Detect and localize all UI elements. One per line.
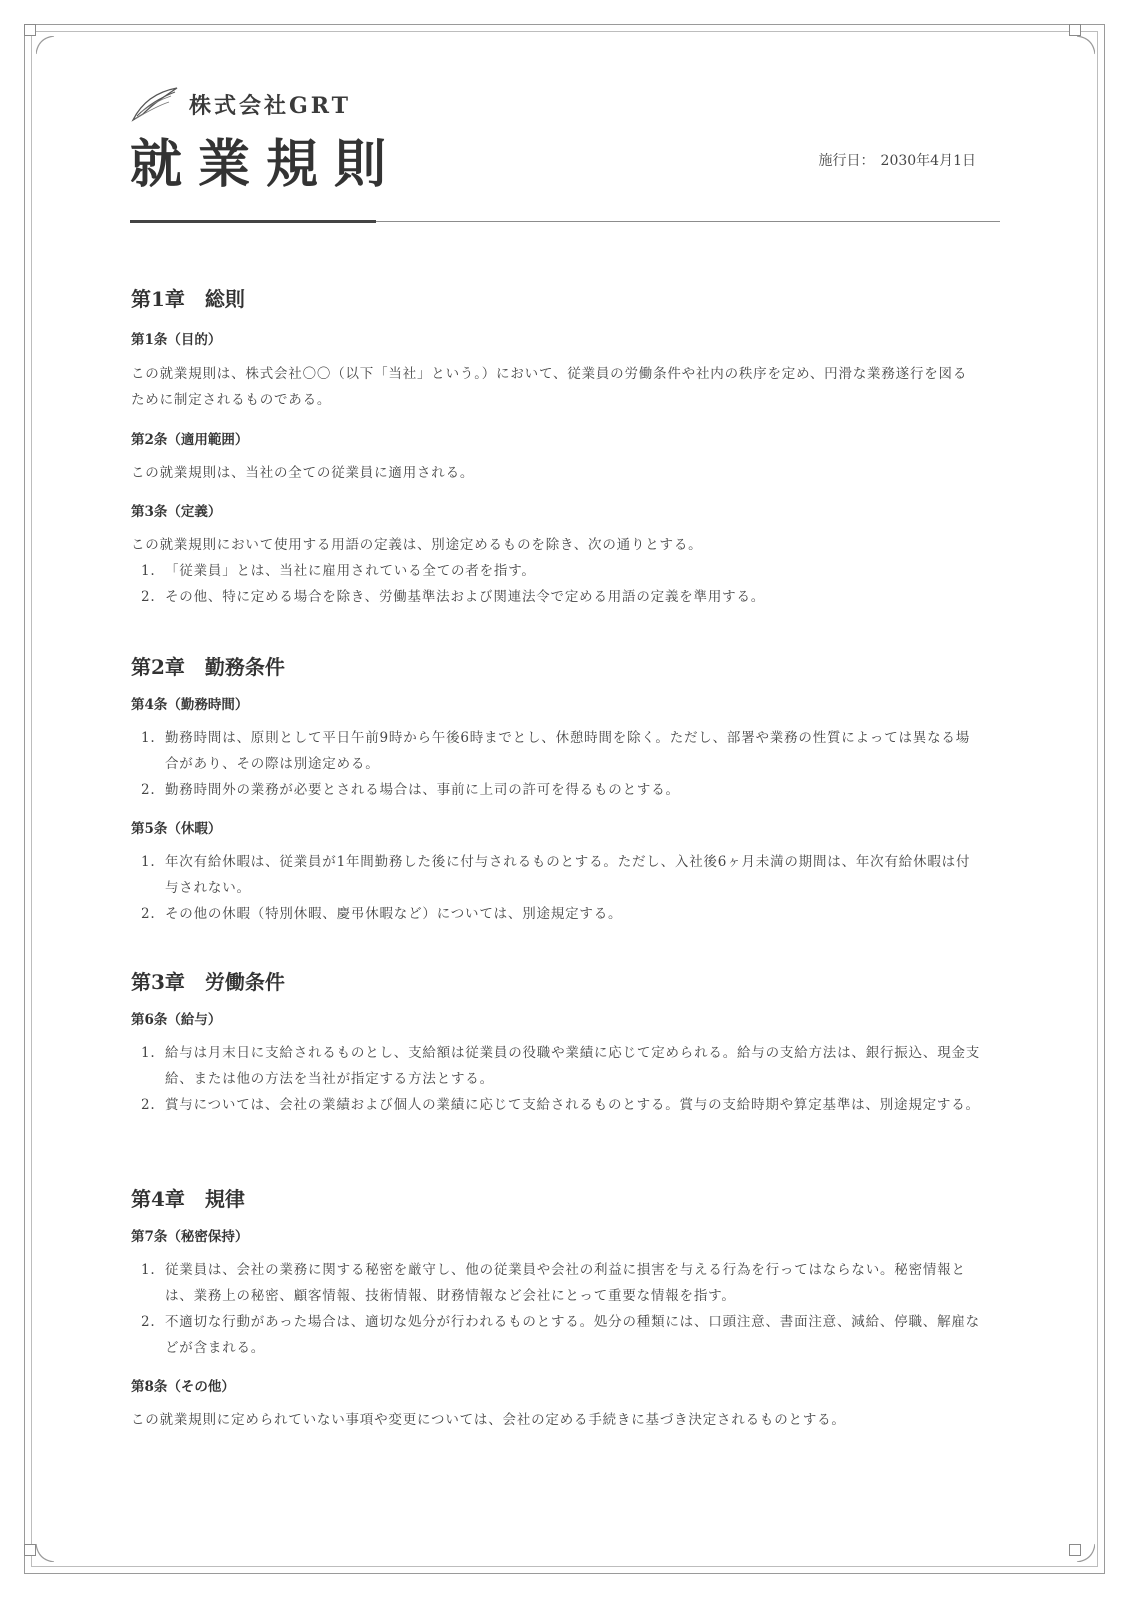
article-title: 第3条（定義） (131, 504, 222, 520)
list-item-text: 給与は月末日に支給されるものとし、支給額は従業員の役職や業績に応じて定められる。給与の支給方法は、銀行振込、現金支給、または他の方法を当社が指定する方法とする。 (165, 1045, 981, 1087)
effective-date-value: 2030年4月1日 (880, 153, 976, 169)
chapter-heading: 第1章 総則 (131, 287, 245, 311)
list-number: 1. (141, 730, 156, 746)
article-title: 第6条（給与） (131, 1012, 222, 1028)
chapter-2 (131, 653, 981, 927)
list-number: 1. (141, 563, 156, 579)
list-item (141, 777, 981, 803)
company-name: 株式会社GRT (189, 92, 352, 119)
list-item (141, 584, 981, 610)
article-title: 第8条（その他） (131, 1379, 235, 1395)
list-number: 1. (141, 1262, 156, 1278)
article-text: この就業規則に定められていない事項や変更については、会社の定める手続きに基づき決定されるものとする。 (131, 1412, 846, 1428)
article-title: 第2条（適用範囲） (131, 432, 249, 448)
chapter-3 (131, 968, 981, 1118)
list-item (141, 901, 981, 927)
list-number: 1. (141, 854, 156, 870)
article-text: この就業規則は、株式会社〇〇（以下「当社」という。）において、従業員の労働条件や社内の秩序を定め、円滑な業務遂行を図るために制定されるものである。 (131, 366, 968, 408)
article-list (131, 558, 981, 610)
document-title: 就業規則 (130, 134, 403, 195)
list-item (141, 849, 981, 901)
feather-wing-icon (131, 86, 179, 122)
list-number: 2. (141, 906, 156, 922)
list-item (141, 1040, 981, 1092)
list-item-text: 勤務時間は、原則として平日午前9時から午後6時までとし、休憩時間を除く。ただし、部署や業務の性質によっては異なる場合があり、その際は別途定める。 (165, 730, 971, 772)
article-title: 第7条（秘密保持） (131, 1229, 249, 1245)
corner-flourish-top-left (36, 36, 56, 56)
list-item-text: その他の休暇（特別休暇、慶弔休暇など）については、別途規定する。 (165, 906, 623, 922)
list-item (141, 1092, 981, 1118)
header-divider-accent (130, 220, 376, 223)
article-title: 第4条（勤務時間） (131, 697, 249, 713)
article-list (131, 725, 981, 803)
corner-ornament-top-right (1069, 24, 1081, 36)
corner-flourish-top-right (1075, 36, 1095, 56)
corner-flourish-bottom-left (36, 1542, 56, 1562)
chapter-heading: 第2章 勤務条件 (131, 655, 285, 679)
list-number: 2. (141, 589, 156, 605)
article-title: 第5条（休暇） (131, 821, 222, 837)
corner-ornament-top-left (24, 24, 36, 36)
article-list (131, 849, 981, 927)
list-number: 2. (141, 782, 156, 798)
list-item-text: 「従業員」とは、当社に雇用されている全ての者を指す。 (165, 563, 536, 579)
article-list (131, 1257, 981, 1361)
list-item-text: 年次有給休暇は、従業員が1年間勤務した後に付与されるものとする。ただし、入社後6ヶ月未満の期間は、年次有給休暇は付与されない。 (165, 854, 971, 896)
effective-date (819, 150, 976, 170)
list-number: 2. (141, 1314, 156, 1330)
article-list (131, 1040, 981, 1118)
chapter-1 (131, 285, 981, 610)
chapter-4 (131, 1185, 981, 1433)
article-title: 第1条（目的） (131, 332, 222, 348)
company-logo (131, 86, 351, 122)
corner-flourish-bottom-right (1075, 1542, 1095, 1562)
list-item-text: 不適切な行動があった場合は、適切な処分が行われるものとする。処分の種類には、口頭注意、書面注意、減給、停職、解雇などが含まれる。 (165, 1314, 980, 1356)
list-item-text: 従業員は、会社の業務に関する秘密を厳守し、他の従業員や会社の利益に損害を与える行為を行ってはならない。秘密情報とは、業務上の秘密、顧客情報、技術情報、財務情報など会社にとって重要な情報を指す。 (165, 1262, 966, 1304)
list-item (141, 1257, 981, 1309)
article-text: この就業規則は、当社の全ての従業員に適用される。 (131, 465, 475, 481)
list-number: 1. (141, 1045, 156, 1061)
list-item-text: その他、特に定める場合を除き、労働基準法および関連法令で定める用語の定義を準用する。 (165, 589, 766, 605)
list-number: 2. (141, 1097, 156, 1113)
list-item-text: 賞与については、会社の業績および個人の業績に応じて支給されるものとする。賞与の支給時期や算定基準は、別途規定する。 (165, 1097, 980, 1113)
chapter-heading: 第3章 労働条件 (131, 970, 285, 994)
list-item (141, 1309, 981, 1361)
list-item (141, 558, 981, 584)
list-item-text: 勤務時間外の業務が必要とされる場合は、事前に上司の許可を得るものとする。 (165, 782, 680, 798)
list-item (141, 725, 981, 777)
chapter-heading: 第4章 規律 (131, 1187, 245, 1211)
article-text: この就業規則において使用する用語の定義は、別途定めるものを除き、次の通りとする。 (131, 537, 703, 553)
effective-date-label: 施行日： (818, 153, 875, 169)
corner-ornament-bottom-left (24, 1544, 36, 1556)
